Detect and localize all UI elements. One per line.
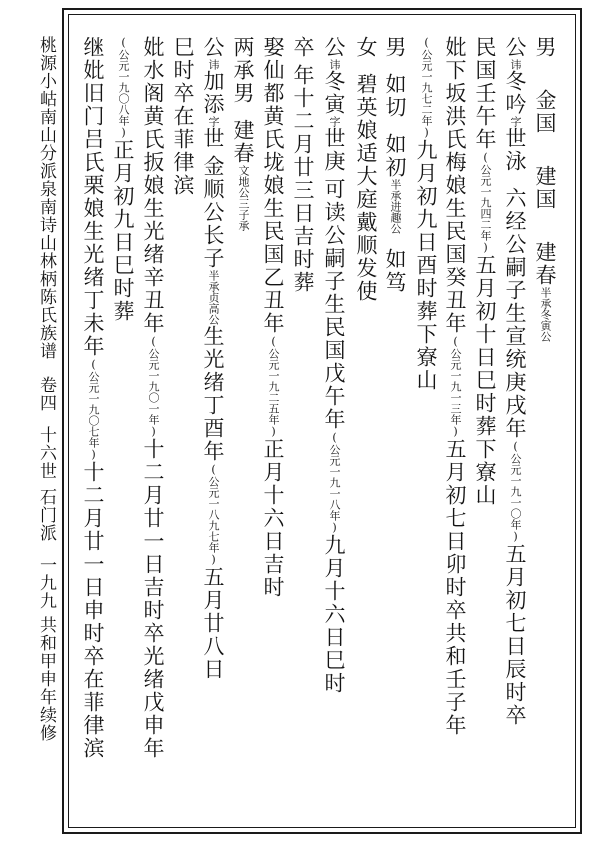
text-run: 男 <box>533 36 557 59</box>
text-run: 冬吟 <box>503 70 527 116</box>
year-note: (公元一八九七年) <box>207 463 220 566</box>
text-run: 十二月廿一日申时卒在菲律滨 <box>81 461 105 760</box>
text-run: 继妣旧门吕氏栗娘生光绪丁未年 <box>81 36 105 358</box>
spacer <box>243 105 244 119</box>
text-run: 建春 <box>533 241 557 287</box>
text-column <box>474 36 495 507</box>
text-run: 加添 <box>201 70 225 116</box>
year-note: (公元一九四二年) <box>479 151 492 254</box>
spacer <box>395 59 396 73</box>
text-column <box>202 36 223 681</box>
spacer <box>366 59 367 73</box>
year-note: (公元一九〇一年) <box>147 335 160 438</box>
text-run: 十二月廿一日吉时卒光绪戊申年 <box>141 438 165 760</box>
text-run: 六经公嗣子生宣统庚戌年 <box>503 187 527 440</box>
text-run: 女 <box>354 36 378 59</box>
annotation-text: 半承冬寅公 <box>539 287 552 342</box>
text-run: 民国壬午年 <box>473 36 497 151</box>
text-run: 两承男 <box>231 36 255 105</box>
text-run: 娶仙都黄氏垅娘生民国乙丑年 <box>261 36 285 335</box>
volume-label: 卷四 <box>36 376 56 412</box>
text-column <box>172 36 193 197</box>
text-run: 生光绪丁酉年 <box>201 325 225 463</box>
annotation-text: 半承进趣公 <box>389 179 402 234</box>
text-run: 卒 <box>291 36 315 59</box>
text-column <box>82 36 103 760</box>
text-run: 可读公嗣子生民国戊午年 <box>322 178 346 431</box>
annotation-text: 字 <box>328 116 341 127</box>
text-column <box>504 36 525 727</box>
annotation-text: 字 <box>207 116 220 127</box>
annotation-text: 讳 <box>328 59 341 70</box>
text-column <box>112 36 133 323</box>
annotation-text: 文地公三子承 <box>237 165 250 231</box>
text-column <box>384 36 405 294</box>
text-column <box>444 36 465 737</box>
generation-label: 十六世 <box>36 426 56 480</box>
year-note: (公元一九一〇年) <box>509 440 522 543</box>
branch-label: 石门派 <box>36 488 56 542</box>
text-run: 世 <box>201 127 225 150</box>
year-note: (公元一九一八年) <box>328 431 341 534</box>
text-run: 碧英娘适大庭戴顺发使 <box>354 73 378 303</box>
text-run: 金顺公长子 <box>201 155 225 270</box>
text-column <box>142 36 163 760</box>
text-run: 九月初九日酉时葬下寮山 <box>414 139 438 392</box>
text-run: 五月廿八日 <box>201 566 225 681</box>
text-run: 男 <box>383 36 407 59</box>
text-run: 五月初七日辰时卒 <box>503 543 527 727</box>
year-note: (公元一九七二年) <box>420 36 433 139</box>
annotation-text: 半承贞高公 <box>207 270 220 325</box>
year-note: (公元一九〇七年) <box>87 358 100 461</box>
text-column <box>262 36 283 599</box>
spacer <box>395 234 396 248</box>
text-run: 公 <box>201 36 225 59</box>
text-run: 建春 <box>231 119 255 165</box>
text-column <box>534 36 555 342</box>
page-number: 一九九 <box>36 556 56 610</box>
text-run: 金国 <box>533 89 557 135</box>
text-run: 妣水阁黄氏扳娘生光绪辛丑年 <box>141 36 165 335</box>
text-run: 五月初十日巳时葬下寮山 <box>473 254 497 507</box>
text-column <box>355 36 376 303</box>
text-run: 如切 <box>383 73 407 119</box>
page-margin-caption <box>14 36 54 742</box>
spacer <box>545 59 546 89</box>
year-note: (公元一九一三年) <box>449 335 462 438</box>
text-run: 妣下坂洪氏梅娘生民国癸丑年 <box>443 36 467 335</box>
text-run: 建国 <box>533 165 557 211</box>
year-note: (公元一九二五年) <box>267 335 280 438</box>
text-column <box>232 36 253 231</box>
spacer <box>545 211 546 241</box>
annotation-text: 讳 <box>207 59 220 70</box>
text-run: 世泳 <box>503 127 527 173</box>
text-run: 如笃 <box>383 248 407 294</box>
annotation-text: 讳 <box>509 59 522 70</box>
text-run: 冬寅 <box>322 70 346 116</box>
text-run: 世庚 <box>322 127 346 173</box>
edition-label: 共和甲申年续修 <box>36 616 56 742</box>
text-run: 巳时卒在菲律滨 <box>171 36 195 197</box>
text-run: 年十二月廿三日吉时葬 <box>291 64 315 294</box>
text-run: 正月十六日吉时 <box>261 438 285 599</box>
annotation-text: 字 <box>509 116 522 127</box>
text-run: 九月十六日巳时 <box>322 534 346 695</box>
text-run: 公 <box>503 36 527 59</box>
text-column <box>292 36 313 294</box>
text-run: 公 <box>322 36 346 59</box>
spacer <box>395 119 396 133</box>
spacer <box>545 135 546 165</box>
text-run: 正月初九日巳时葬 <box>111 139 135 323</box>
text-column <box>323 36 344 695</box>
text-run: 如初 <box>383 133 407 179</box>
book-title: 桃源小岵南山分派泉南诗山林柄陈氏族谱 <box>36 36 56 360</box>
year-note: (公元一九〇八年) <box>117 36 130 139</box>
text-run: 五月初七日卯时卒共和壬子年 <box>443 438 467 737</box>
text-column <box>415 36 436 392</box>
spacer <box>515 173 516 187</box>
